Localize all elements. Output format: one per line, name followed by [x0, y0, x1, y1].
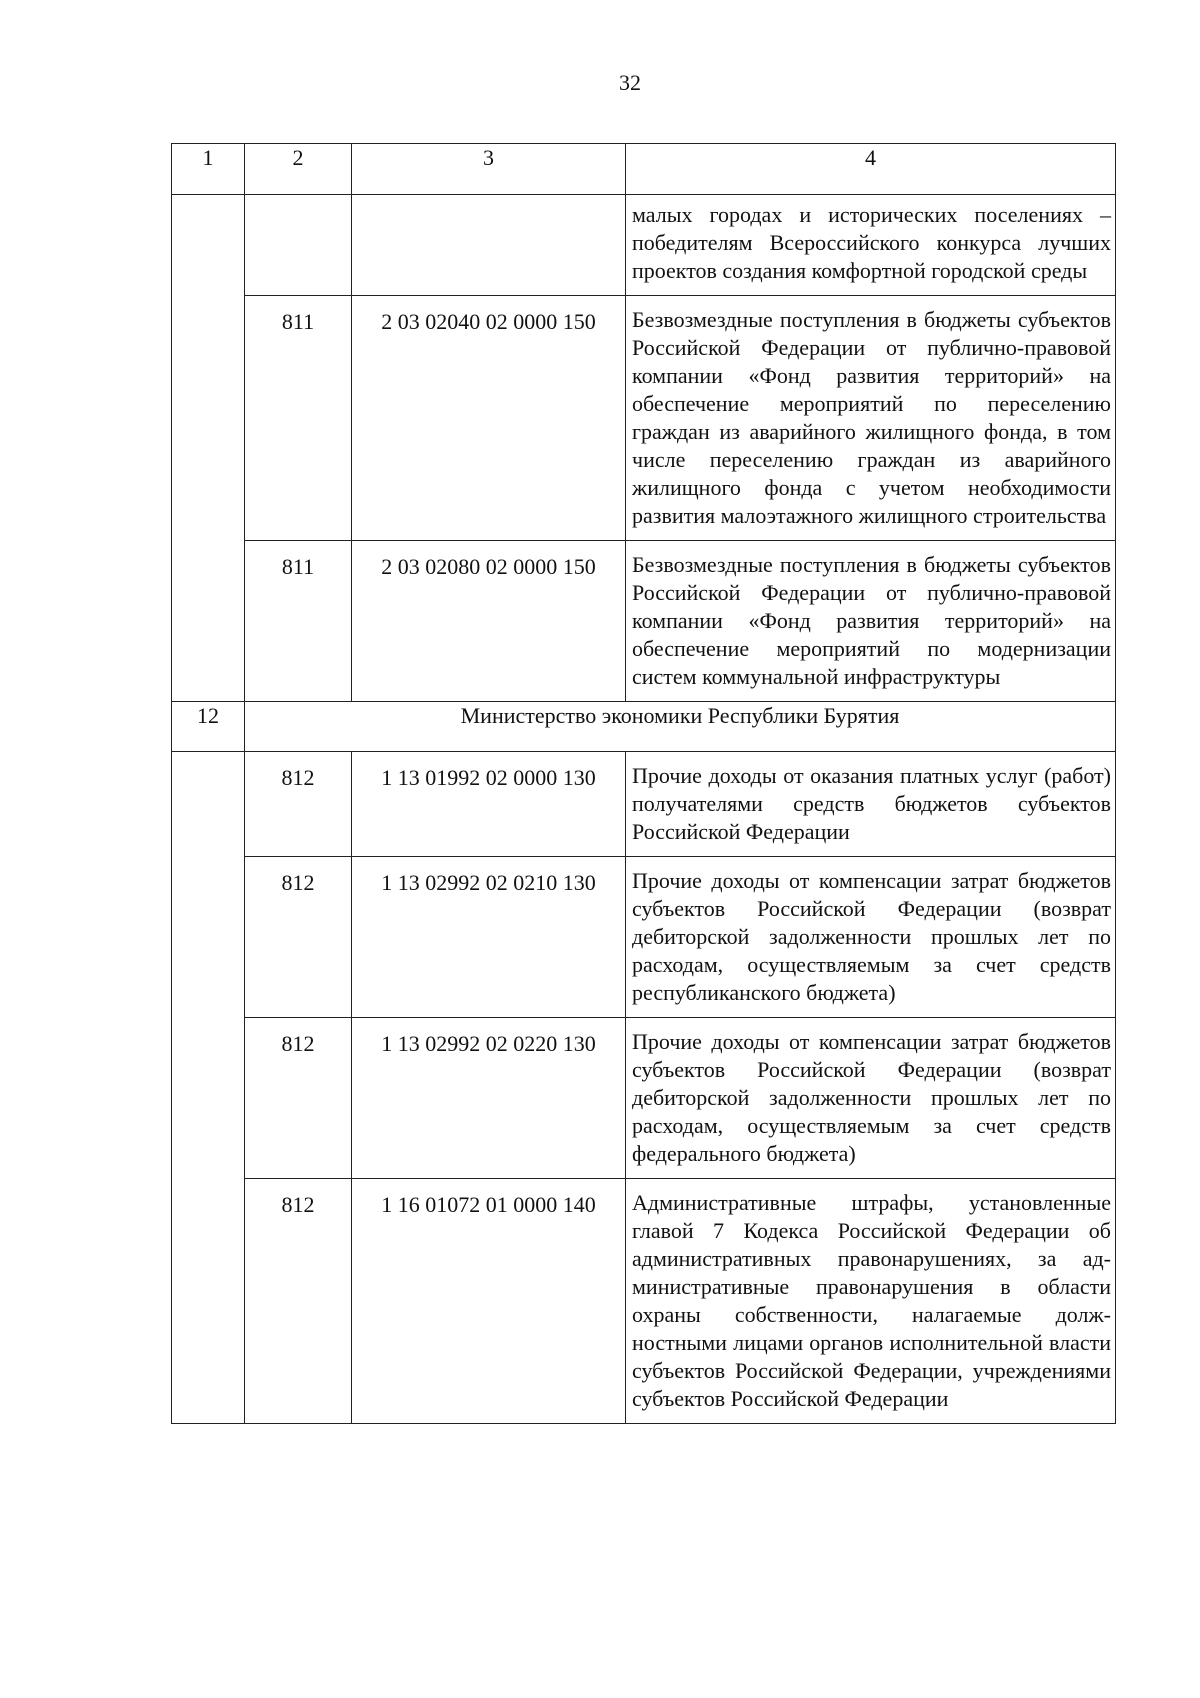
income-code-cell: 2 03 02080 02 0000 150	[352, 541, 626, 702]
table-row	[172, 541, 1116, 702]
description-cell: Административные штрафы, установленные главой 7 Кодекса Российской Федерации об административных правонарушениях, за административные правонарушения в области охраны собственности, налагаемые должностными лицами органов исполнительной власти субъектов Российской Федерации, учреждениями субъектов Российской Федерации	[626, 1179, 1116, 1424]
admin-code-cell: 812	[245, 1179, 352, 1424]
table-row	[172, 296, 1116, 541]
description-cell: Безвозмездные поступления в бюджеты субъектов Российской Федерации от публично-правовой компании «Фонд развития территорий» на обеспечение мероприятий по модернизации систем коммунальной инфраструктуры	[626, 541, 1116, 702]
row-number-cell	[172, 195, 245, 702]
table-row	[172, 1179, 1116, 1424]
table-row	[172, 195, 1116, 296]
admin-code-cell: 812	[245, 752, 352, 857]
income-code-cell: 2 03 02040 02 0000 150	[352, 296, 626, 541]
header-col-3: 3	[352, 144, 626, 195]
section-number: 12	[172, 702, 245, 752]
admin-code-cell: 811	[245, 296, 352, 541]
income-code-cell	[352, 195, 626, 296]
income-codes-table	[171, 143, 1116, 1424]
admin-code-cell	[245, 195, 352, 296]
page-number: 32	[619, 70, 641, 95]
description-cell: Безвозмездные поступления в бюджеты субъектов Российской Федерации от публично-правовой компании «Фонд развития территорий» на обеспечение мероприятий по переселению граждан из аварийного жилищного фонда, в том числе переселению граждан из аварийного жилищного фонда с учетом необходимости развития малоэтажного жилищного строительства	[626, 296, 1116, 541]
admin-code-cell: 812	[245, 857, 352, 1018]
income-code-cell: 1 16 01072 01 0000 140	[352, 1179, 626, 1424]
income-code-cell: 1 13 01992 02 0000 130	[352, 752, 626, 857]
description-cell: Прочие доходы от компенсации затрат бюджетов субъектов Российской Федерации (возврат дебиторской задолженности прошлых лет по расходам, осуществляемым за счет средств федерального бюджета)	[626, 1018, 1116, 1179]
section-row	[172, 702, 1116, 752]
description-cell: Прочие доходы от оказания платных услуг (работ) получателями средств бюджетов субъектов Российской Федерации	[626, 752, 1116, 857]
table-header-row	[172, 144, 1116, 195]
header-col-1: 1	[172, 144, 245, 195]
table-row	[172, 1018, 1116, 1179]
admin-code-cell: 811	[245, 541, 352, 702]
description-cell: малых городах и исторических поселениях – победителям Всероссийского конкурса лучших проектов создания комфортной городской среды	[626, 195, 1116, 296]
row-number-cell	[172, 752, 245, 1424]
income-code-cell: 1 13 02992 02 0220 130	[352, 1018, 626, 1179]
header-col-4: 4	[626, 144, 1116, 195]
income-code-cell: 1 13 02992 02 0210 130	[352, 857, 626, 1018]
description-cell: Прочие доходы от компенсации затрат бюджетов субъектов Российской Федерации (возврат дебиторской задолженности прошлых лет по расходам, осуществляемым за счет средств республиканского бюджета)	[626, 857, 1116, 1018]
table-row	[172, 752, 1116, 857]
admin-code-cell: 812	[245, 1018, 352, 1179]
table-row	[172, 857, 1116, 1018]
section-title: Министерство экономики Республики Бурятия	[245, 702, 1116, 752]
header-col-2: 2	[245, 144, 352, 195]
